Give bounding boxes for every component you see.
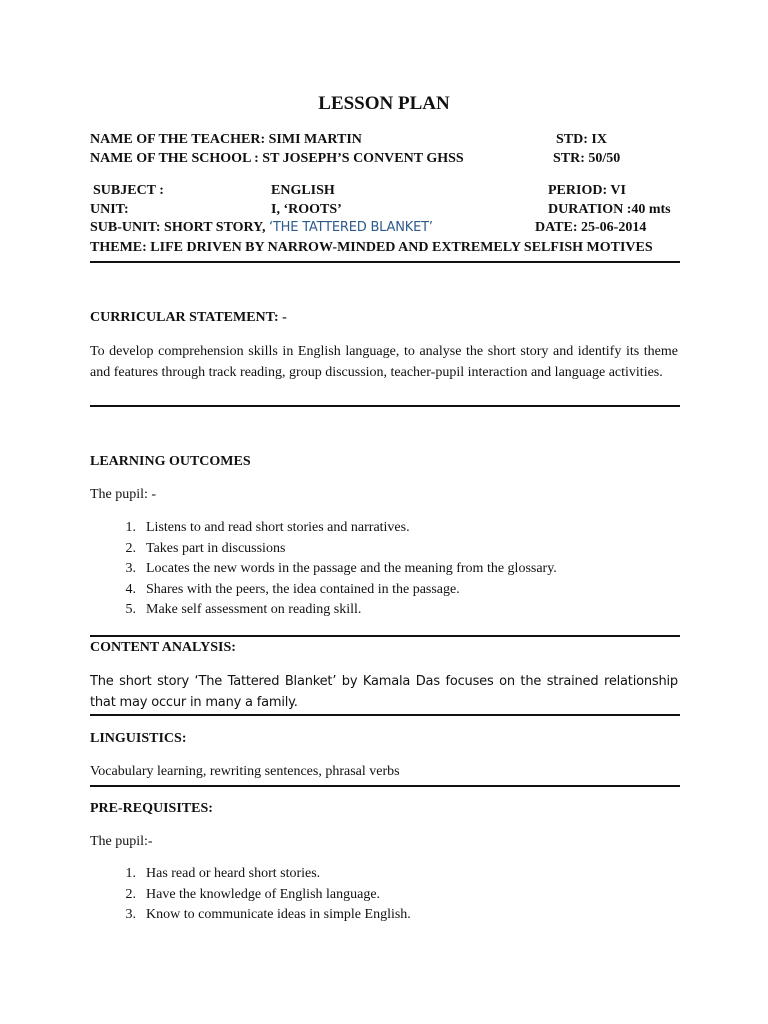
list-number: 2. [125,540,136,556]
list-text: Has read or heard short stories. [146,866,321,881]
learning-outcomes-intro: The pupil: - [90,487,157,502]
list-text: Listens to and read short stories and narratives. [146,520,410,535]
list-text: Takes part in discussions [146,540,286,556]
list-number: 4. [125,581,136,597]
divider [90,405,680,407]
list-text: Shares with the peers, the idea contained in the passage. [146,581,460,597]
prerequisites-heading: PRE-REQUISITES: [90,801,213,816]
content-analysis-heading: CONTENT ANALYSIS: [90,640,236,655]
prerequisites-list [90,864,411,926]
list-item [90,518,557,539]
list-text: Have the knowledge of English language. [146,886,381,902]
list-number: 1. [125,520,136,535]
prerequisites-intro: The pupil:- [90,834,153,849]
list-item [90,580,557,601]
list-number: 3. [125,907,136,922]
learning-outcomes-heading: LEARNING OUTCOMES [90,454,251,469]
duration-value: DURATION :40 mts [548,202,671,217]
divider [90,714,680,716]
list-item [90,600,557,621]
curricular-heading: CURRICULAR STATEMENT: - [90,310,287,325]
list-item [90,905,411,926]
unit-label: UNIT: [90,202,129,217]
divider [90,785,680,787]
divider [90,635,680,637]
list-number: 3. [125,561,136,576]
linguistics-text: Vocabulary learning, rewriting sentences, phrasal verbs [90,764,400,779]
page-title: LESSON PLAN [318,93,450,114]
school-name: NAME OF THE SCHOOL : ST JOSEPH’S CONVENT GHSS [90,151,464,166]
list-number: 1. [125,866,136,881]
list-text: Locates the new words in the passage and the meaning from the glossary. [146,561,557,576]
list-number: 5. [125,602,136,617]
list-item [90,885,411,906]
learning-outcomes-list [90,518,557,621]
content-analysis-text: The short story ‘The Tattered Blanket’ by Kamala Das focuses on the strained relationship that may occur in many a family. [90,674,678,710]
subject-label: SUBJECT : [93,183,164,198]
subunit-line [90,220,433,236]
subject-value: ENGLISH [271,183,335,198]
list-text: Know to communicate ideas in simple English. [146,907,411,922]
list-item [90,539,557,560]
divider [90,261,680,263]
list-number: 2. [125,886,136,902]
linguistics-heading: LINGUISTICS: [90,731,187,746]
list-text: Make self assessment on reading skill. [146,602,362,617]
teacher-name: NAME OF THE TEACHER: SIMI MARTIN [90,132,362,147]
str-value: STR: 50/50 [553,151,621,166]
subunit-label: SUB-UNIT: SHORT STORY, [90,220,269,235]
curricular-text: To develop comprehension skills in English language, to analyse the short story and identify its theme and features through track reading, group discussion, teacher-pupil interaction and language activities. [90,344,678,380]
subunit-story-title: ‘THE TATTERED BLANKET’ [269,220,433,235]
list-item [90,559,557,580]
list-item [90,864,411,885]
date-value: DATE: 25-06-2014 [535,220,647,235]
theme-line: THEME: LIFE DRIVEN BY NARROW-MINDED AND EXTREMELY SELFISH MOTIVES [90,240,653,255]
unit-value: I, ‘ROOTS’ [271,202,342,217]
period-value: PERIOD: VI [548,183,626,198]
std-value: STD: IX [556,132,607,147]
